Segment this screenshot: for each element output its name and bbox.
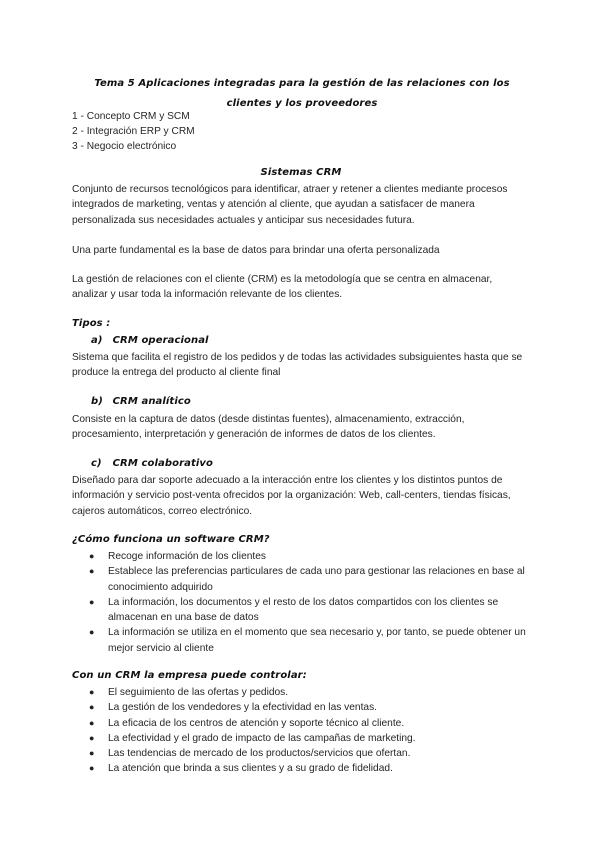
type-letter: c) (91, 458, 102, 469)
type-name: CRM operacional (112, 335, 209, 346)
type-heading-analitico (91, 396, 191, 407)
list-item: ● El seguimiento de las ofertas y pedidos. (72, 685, 532, 700)
topic-list (72, 109, 530, 154)
list-item: ● La eficacia de los centros de atención y soporte técnico al cliente. (72, 716, 532, 731)
topic-item: 2 - Integración ERP y CRM (72, 126, 195, 137)
list-item: ● Recoge información de los clientes (72, 549, 532, 564)
types-heading: Tipos : (72, 318, 111, 329)
bullet-icon: ● (89, 763, 95, 774)
list-item: ● Las tendencias de mercado de los productos/servicios que ofertan. (72, 746, 532, 761)
control-list (72, 685, 532, 777)
control-heading: Con un CRM la empresa puede controlar: (72, 670, 307, 681)
bullet-icon: ● (89, 687, 95, 697)
type-heading-operacional (91, 335, 209, 346)
type-description-colaborativo: Diseñado para dar soporte adecuado a la interacción entre los clientes y los distintos puntos de información y servicio post-venta ofrecidos por la organización: Web, call-centers, tiendas físicas, cajeros automáticos, correo electrónico. (72, 475, 511, 517)
type-description-analitico: Consiste en la captura de datos (desde distintas fuentes), almacenamiento, extracción, procesamiento, interpretación y generación de informes de datos de los clientes. (72, 414, 465, 441)
section-heading-crm: Sistemas CRM (260, 167, 342, 178)
bullet-icon: ● (89, 702, 95, 713)
type-description-operacional: Sistema que facilita el registro de los pedidos y de todas las actividades subsiguientes hasta que se produce la entrega del producto al cliente final (72, 352, 523, 379)
crm-methodology: La gestión de relaciones con el cliente (CRM) es la metodología que se centra en almacenar, analizar y usar toda la información relevante de los clientes. (72, 274, 493, 301)
bullet-icon: ● (89, 627, 95, 638)
bullet-icon: ● (89, 748, 95, 759)
topic-item: 3 - Negocio electrónico (72, 141, 177, 152)
list-item: ● La efectividad y el grado de impacto de las campañas de marketing. (72, 731, 532, 746)
page-title: Tema 5 Aplicaciones integradas para la gestión de las relaciones con los clientes y los proveedores (94, 78, 510, 109)
list-item: ● Establece las preferencias particulares de cada uno para gestionar las relaciones en base al conocimiento adquirido (89, 566, 525, 593)
list-item: ● La gestión de los vendedores y la efectividad en las ventas. (72, 700, 532, 715)
crm-definition: Conjunto de recursos tecnológicos para identificar, atraer y retener a clientes mediante procesos integrados de marketing, ventas y atención al cliente, que ayudan a satisfacer de manera personalizada sus necesidades actuales y anticipar sus necesidades futura. (72, 184, 508, 226)
list-item: ● La atención que brinda a sus clientes y a su grado de fidelidad. (72, 761, 532, 776)
how-it-works-heading: ¿Cómo funciona un software CRM? (72, 534, 270, 545)
type-heading-colaborativo (91, 458, 213, 469)
bullet-icon: ● (89, 551, 95, 561)
how-it-works-list (72, 549, 532, 656)
list-item: ● La información se utiliza en el momento que sea necesario y, por tanto, se puede obtener un mejor servicio al cliente (89, 627, 526, 654)
type-letter: b) (91, 396, 103, 407)
bullet-icon: ● (89, 732, 95, 743)
type-name: CRM analítico (112, 396, 191, 407)
type-letter: a) (91, 335, 103, 346)
bullet-icon: ● (89, 717, 95, 728)
list-item: ● La información, los documentos y el resto de los datos compartidos con los clientes se almacenan en una base de datos (89, 596, 499, 624)
type-name: CRM colaborativo (112, 458, 213, 469)
bullet-icon: ● (89, 566, 95, 577)
bullet-icon: ● (89, 596, 95, 607)
topic-item: 1 - Concepto CRM y SCM (72, 111, 190, 122)
database-note: Una parte fundamental es la base de datos para brindar una oferta personalizada (72, 245, 440, 256)
